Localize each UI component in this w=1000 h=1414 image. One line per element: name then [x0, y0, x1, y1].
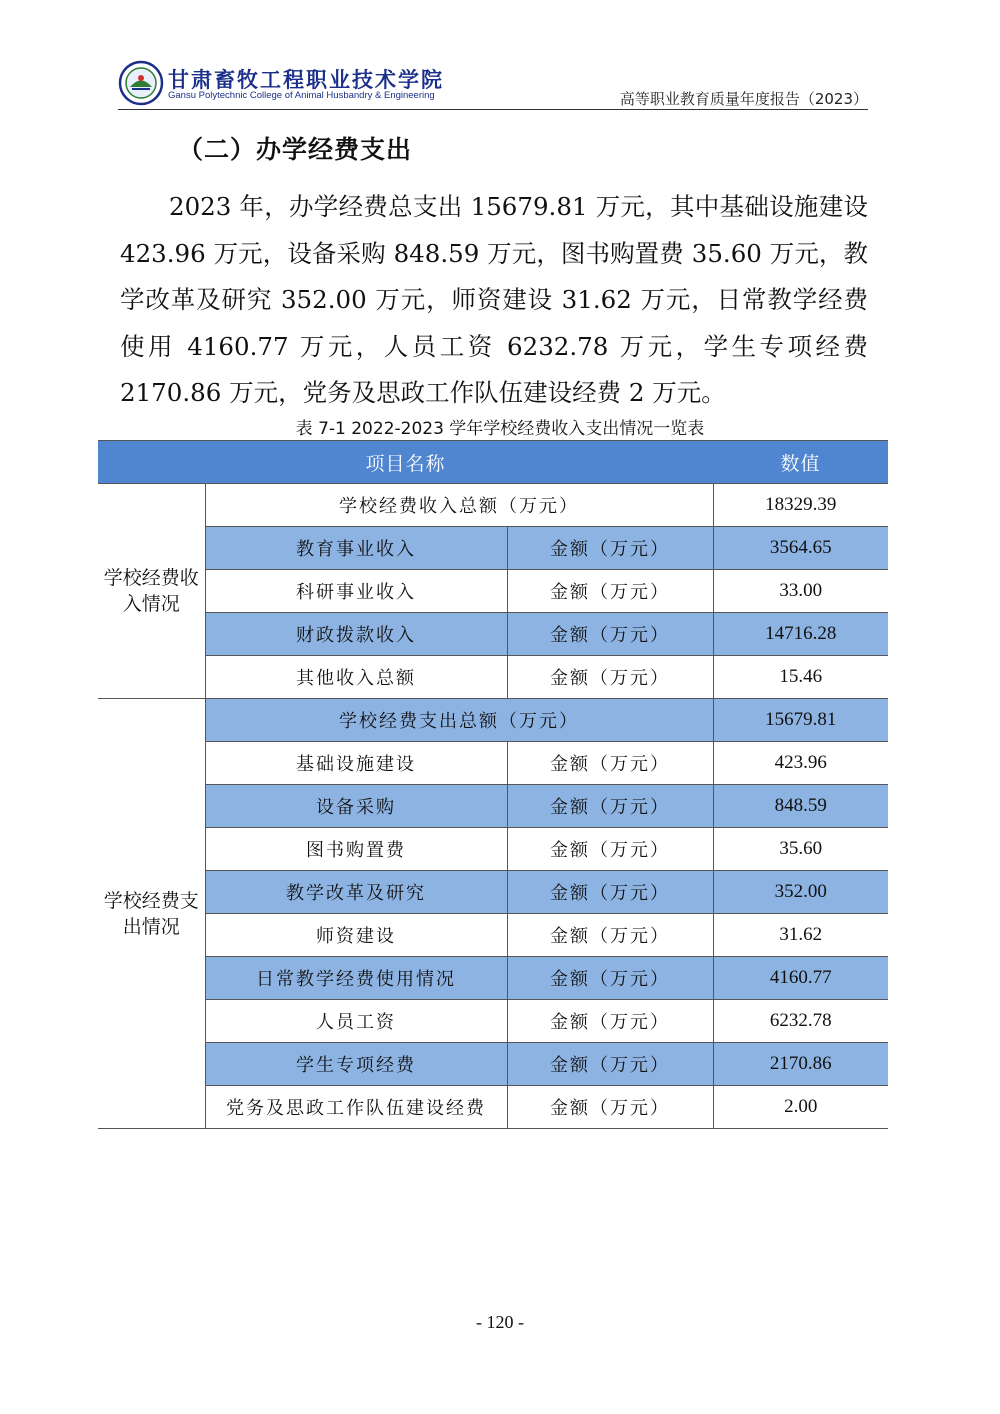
header-divider	[118, 109, 868, 110]
table-row	[98, 914, 888, 957]
table-row	[98, 527, 888, 570]
row-name: 人员工资	[205, 1000, 507, 1043]
table-row	[98, 1000, 888, 1043]
row-unit: 金额（万元）	[507, 871, 713, 914]
header-value: 数值	[713, 441, 888, 484]
page-number: - 120 -	[476, 1312, 524, 1332]
row-unit: 金额（万元）	[507, 742, 713, 785]
table-caption: 表 7-1 2022-2023 学年学校经费收入支出情况一览表	[295, 419, 705, 439]
row-unit: 金额（万元）	[507, 1043, 713, 1086]
row-name: 教学改革及研究	[205, 871, 507, 914]
table-row	[98, 656, 888, 699]
row-name: 教育事业收入	[205, 527, 507, 570]
table-row	[98, 828, 888, 871]
row-unit: 金额（万元）	[507, 1086, 713, 1129]
header-item-name: 项目名称	[98, 441, 713, 484]
row-value: 2170.86	[713, 1043, 888, 1086]
table-header-row	[98, 441, 888, 484]
row-value: 848.59	[713, 785, 888, 828]
table-row	[98, 957, 888, 1000]
row-name: 设备采购	[205, 785, 507, 828]
income-total-value: 18329.39	[713, 484, 888, 527]
row-name: 师资建设	[205, 914, 507, 957]
row-value: 31.62	[713, 914, 888, 957]
row-value: 35.60	[713, 828, 888, 871]
table-row	[98, 871, 888, 914]
row-unit: 金额（万元）	[507, 570, 713, 613]
row-value: 423.96	[713, 742, 888, 785]
row-value: 4160.77	[713, 957, 888, 1000]
expense-total-label: 学校经费支出总额（万元）	[205, 699, 713, 742]
row-name: 其他收入总额	[205, 656, 507, 699]
expense-total-row	[98, 699, 888, 742]
row-unit: 金额（万元）	[507, 613, 713, 656]
row-name: 科研事业收入	[205, 570, 507, 613]
row-unit: 金额（万元）	[507, 828, 713, 871]
row-value: 6232.78	[713, 1000, 888, 1043]
row-value: 3564.65	[713, 527, 888, 570]
row-value: 14716.28	[713, 613, 888, 656]
row-name: 学生专项经费	[205, 1043, 507, 1086]
table-row	[98, 1043, 888, 1086]
table-row	[98, 785, 888, 828]
income-total-row	[98, 484, 888, 527]
school-name-en: Gansu Polytechnic College of Animal Husbandry & Engineering	[168, 90, 435, 101]
row-unit: 金额（万元）	[507, 957, 713, 1000]
row-value: 15.46	[713, 656, 888, 699]
section-title: （二）办学经费支出	[178, 135, 413, 164]
row-name: 基础设施建设	[205, 742, 507, 785]
table-row	[98, 742, 888, 785]
row-unit: 金额（万元）	[507, 914, 713, 957]
school-logo-icon	[118, 60, 164, 106]
row-name: 日常教学经费使用情况	[205, 957, 507, 1000]
income-group-label: 学校经费收入情况	[98, 484, 205, 699]
row-unit: 金额（万元）	[507, 527, 713, 570]
page-header	[118, 56, 868, 110]
income-total-label: 学校经费收入总额（万元）	[205, 484, 713, 527]
row-name: 图书购置费	[205, 828, 507, 871]
expense-group-label: 学校经费支出情况	[98, 699, 205, 1129]
table-row	[98, 1086, 888, 1129]
row-unit: 金额（万元）	[507, 785, 713, 828]
row-value: 33.00	[713, 570, 888, 613]
report-title: 高等职业教育质量年度报告（2023）	[619, 90, 868, 108]
table-row	[98, 613, 888, 656]
row-value: 352.00	[713, 871, 888, 914]
row-unit: 金额（万元）	[507, 656, 713, 699]
table-row	[98, 570, 888, 613]
row-unit: 金额（万元）	[507, 1000, 713, 1043]
body-paragraph: 2023 年，办学经费总支出 15679.81 万元，其中基础设施建设 423.96 万元，设备采购 848.59 万元，图书购置费 35.60 万元，教学改革及研究 352.00 万元，师资建设 31.62 万元，日常教学经费使用 4160.77 万元，人员工资 6232.78 万元，学生专项经费 2170.86 万元，党务及思政工作队伍建设经费 2 万元。	[120, 192, 868, 407]
school-name-cn: 甘肃畜牧工程职业技术学院	[168, 68, 444, 92]
row-name: 党务及思政工作队伍建设经费	[205, 1086, 507, 1129]
row-value: 2.00	[713, 1086, 888, 1129]
row-name: 财政拨款收入	[205, 613, 507, 656]
funding-table	[98, 440, 888, 1129]
expense-total-value: 15679.81	[713, 699, 888, 742]
